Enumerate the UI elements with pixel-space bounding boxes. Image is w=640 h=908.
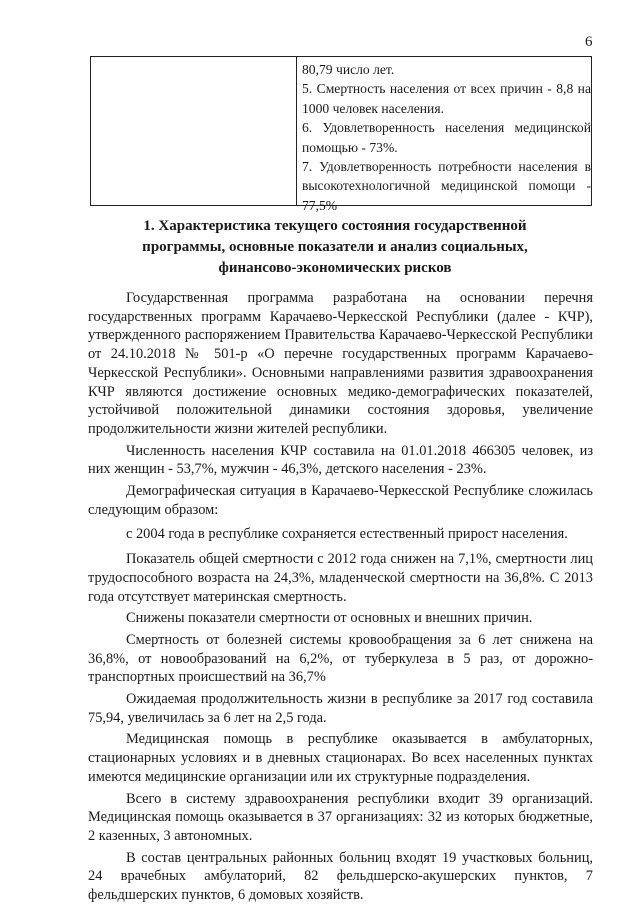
section-heading: 1. Характеристика текущего состояния государственной программы, основные показатели и анализ социальных, финансово-экономических рисков xyxy=(142,218,528,276)
body-text xyxy=(88,289,593,908)
paragraph: Медицинская помощь в республике оказывается в амбулаторных, стационарных условиях и в дневных стационарах. Во всех населенных пунктах имеются медицинские организации или их структурные подразделения. xyxy=(88,731,593,785)
paragraph: Государственная программа разработана на основании перечня государственных программ Карачаево-Черкесской Республики (далее - КЧР), утвержденного распоряжением Правительства Карачаево-Черкесской Республики от 24.10.2018 № 501-р «О перечне государственных программ Карачаево-Черкесской Республики». Основными направлениями развития здравоохранения КЧР являются достижение основных медико-демографических показателей, устойчивой положительной динамики состояния здоровья, увеличение продолжительности жизни жителей республики. xyxy=(88,290,593,437)
page-number: 6 xyxy=(585,34,593,50)
table-line: 6. Удовлетворенность населения медицинской помощью - 73%. xyxy=(302,120,591,155)
table-left-cell xyxy=(91,57,297,205)
table-line: 80,79 число лет. xyxy=(302,62,395,77)
table-line: 5. Смертность населения от всех причин - 8,8 на 1000 человек населения. xyxy=(302,81,591,116)
paragraph: с 2004 года в республике сохраняется естественный прирост населения. xyxy=(126,526,568,543)
table-line: 7. Удовлетворенность потребности населения в высокотехнологичной медицинской помощи - 77,5% xyxy=(302,159,591,213)
paragraph: Снижены показатели смертности от основных и внешних причин. xyxy=(126,610,533,627)
paragraph: В состав центральных районных больниц входят 19 участковых больниц, 24 врачебных амбулаторий, 82 фельдшерско-акушерских пунктов, 7 фельдшерских пунктов, 6 домовых хозяйств. xyxy=(88,849,593,904)
paragraph: Смертность от болезней системы кровообращения за 6 лет снижена на 36,8%, от новообразований на 6,2%, от туберкулеза в 5 раз, от дорожно-транспортных происшествий на 36,7% xyxy=(88,631,593,686)
paragraph: Ожидаемая продолжительность жизни в республике за 2017 год составила 75,94, увеличилась за 6 лет на 2,5 года. xyxy=(88,691,593,726)
table-right-cell xyxy=(297,57,591,213)
paragraph: Демографическая ситуация в Карачаево-Черкесской Республике сложилась следующим образом: xyxy=(88,483,593,518)
paragraph: Всего в систему здравоохранения республики входит 39 организаций. Медицинская помощь оказывается в 37 организациях: 32 из которых бюджетные, 2 казенных, 3 автономных. xyxy=(88,790,593,844)
paragraph: Показатель общей смертности с 2012 года снижен на 7,1%, смертности лиц трудоспособного возраста на 24,3%, младенческой смертности на 36,8%. С 2013 года отсутствует материнская смертность. xyxy=(88,551,593,605)
paragraph: Численность населения КЧР составила на 01.01.2018 466305 человек, из них женщин - 53,7%, мужчин - 46,3%, детского населения - 23%. xyxy=(88,442,593,478)
indicators-table xyxy=(90,56,592,213)
